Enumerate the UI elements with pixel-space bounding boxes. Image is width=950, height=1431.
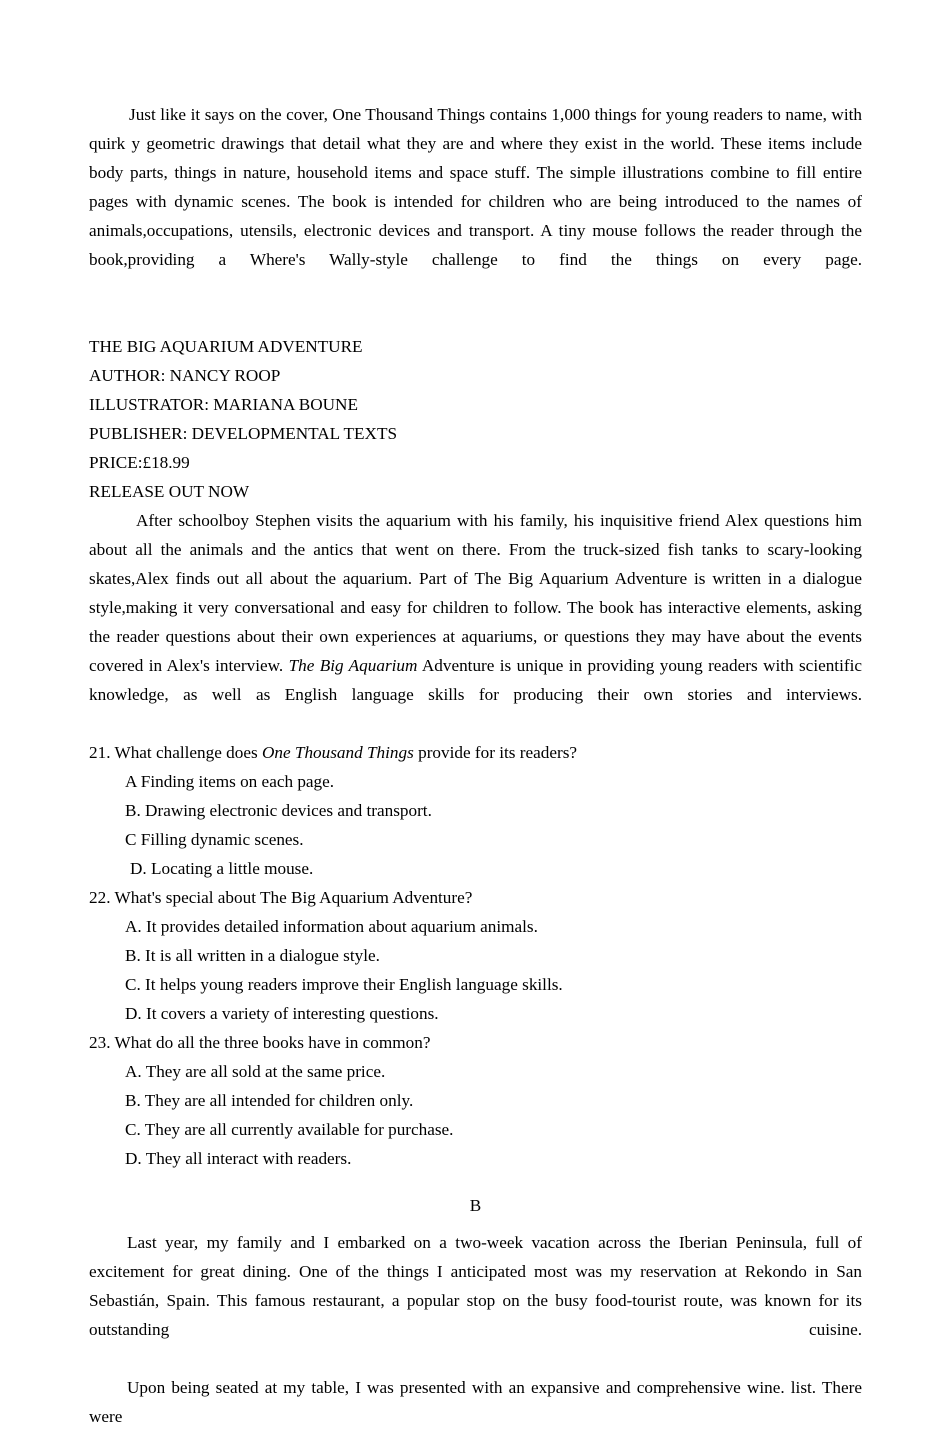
question-22-option-c[interactable]: C. It helps young readers improve their English language skills. bbox=[125, 975, 563, 994]
book-author: AUTHOR: NANCY ROOP bbox=[89, 366, 281, 385]
question-21-number: 21. bbox=[89, 743, 115, 762]
text-column bbox=[89, 100, 862, 1431]
question-21-option-c[interactable]: C Filling dynamic scenes. bbox=[125, 830, 304, 849]
section-b-heading: B bbox=[469, 1196, 482, 1215]
question-22-number: 22. bbox=[89, 888, 115, 907]
question-21-stem-after: provide for its readers? bbox=[413, 743, 578, 762]
question-21-option-a[interactable]: A Finding items on each page. bbox=[125, 772, 335, 791]
question-22-stem bbox=[89, 883, 862, 912]
question-21-option-b[interactable]: B. Drawing electronic devices and transport. bbox=[125, 801, 432, 820]
question-21-option-d[interactable]: D. Locating a little mouse. bbox=[130, 859, 314, 878]
book-release: RELEASE OUT NOW bbox=[89, 482, 250, 501]
question-21-stem-italic: One Thousand Things bbox=[261, 743, 414, 762]
spacer-before-book-info bbox=[89, 303, 862, 332]
question-23-option-c[interactable]: C. They are all currently available for purchase. bbox=[125, 1120, 454, 1139]
question-23-number: 23. bbox=[89, 1033, 115, 1052]
question-23-stem bbox=[89, 1028, 862, 1057]
passage-a-paragraph-2-part-1: After schoolboy Stephen visits the aquarium with his family, his inquisitive friend Alex questions him about all the animals and the antics that went on there. From the truck-sized fish tanks to scary-looking skates,Alex finds out all about the aquarium. Part of The Big Aquarium Adventure is written in a dialogue style,making it very conversational and easy for children to follow. The book has interactive elements, asking the reader questions about their own experiences at aquariums, or questions they may have about the events covered in Alex's interview. bbox=[89, 511, 862, 675]
question-23-option-b[interactable]: B. They are all intended for children only. bbox=[125, 1091, 414, 1110]
book-title: THE BIG AQUARIUM ADVENTURE bbox=[89, 337, 363, 356]
spacer-after-section-b bbox=[89, 1220, 862, 1228]
question-21-stem-before: What challenge does bbox=[114, 743, 262, 762]
book-publisher: PUBLISHER: DEVELOPMENTAL TEXTS bbox=[89, 424, 397, 443]
passage-a-paragraph-1: Just like it says on the cover, One Thousand Things contains 1,000 things for young readers to name, with quirk y geometric drawings that detail what they are and where they exist in the world. These items include body parts, things in nature, household items and space stuff. The simple illustrations combine to fill entire pages with dynamic scenes. The book is intended for children who are being introduced to the names of animals,occupations, utensils, electronic devices and transport. A tiny mouse follows the reader through the book,providing a Where's Wally-style challenge to find the things on every page. bbox=[89, 105, 862, 269]
passage-b-paragraph-2: Upon being seated at my table, I was presented with an expansive and comprehensive wine. list. There were bbox=[89, 1378, 862, 1426]
question-22-option-b[interactable]: B. It is all written in a dialogue style. bbox=[125, 946, 380, 965]
spacer-before-section-b bbox=[89, 1173, 862, 1191]
question-23-option-a[interactable]: A. They are all sold at the same price. bbox=[125, 1062, 386, 1081]
book-illustrator: ILLUSTRATOR: MARIANA BOUNE bbox=[89, 395, 358, 414]
question-22-stem-before: What's special about The Big Aquarium Adventure? bbox=[114, 888, 473, 907]
question-22-option-d[interactable]: D. It covers a variety of interesting questions. bbox=[125, 1004, 439, 1023]
book-price: PRICE:£18.99 bbox=[89, 453, 190, 472]
question-23-option-d[interactable]: D. They all interact with readers. bbox=[125, 1149, 352, 1168]
question-23-stem-before: What do all the three books have in common? bbox=[114, 1033, 431, 1052]
passage-a-paragraph-2-part-2: Adventure is unique in providing young readers with scientific knowledge, as well as English language skills for producing their own stories and interviews. bbox=[89, 656, 862, 704]
question-22-option-a[interactable]: A. It provides detailed information about aquarium animals. bbox=[125, 917, 538, 936]
passage-a-italic-book-title: The Big Aquarium bbox=[288, 656, 418, 675]
question-21-stem bbox=[89, 738, 862, 767]
passage-a-paragraph-2 bbox=[89, 506, 862, 738]
passage-b-paragraph-1: Last year, my family and I embarked on a two-week vacation across the Iberian Peninsula, full of excitement for great dining. One of the things I anticipated most was my reservation at Rekondo in San Sebastián, Spain. This famous restaurant, a popular stop on the busy food-tourist route, was known for its outstanding cuisine. bbox=[89, 1233, 862, 1339]
